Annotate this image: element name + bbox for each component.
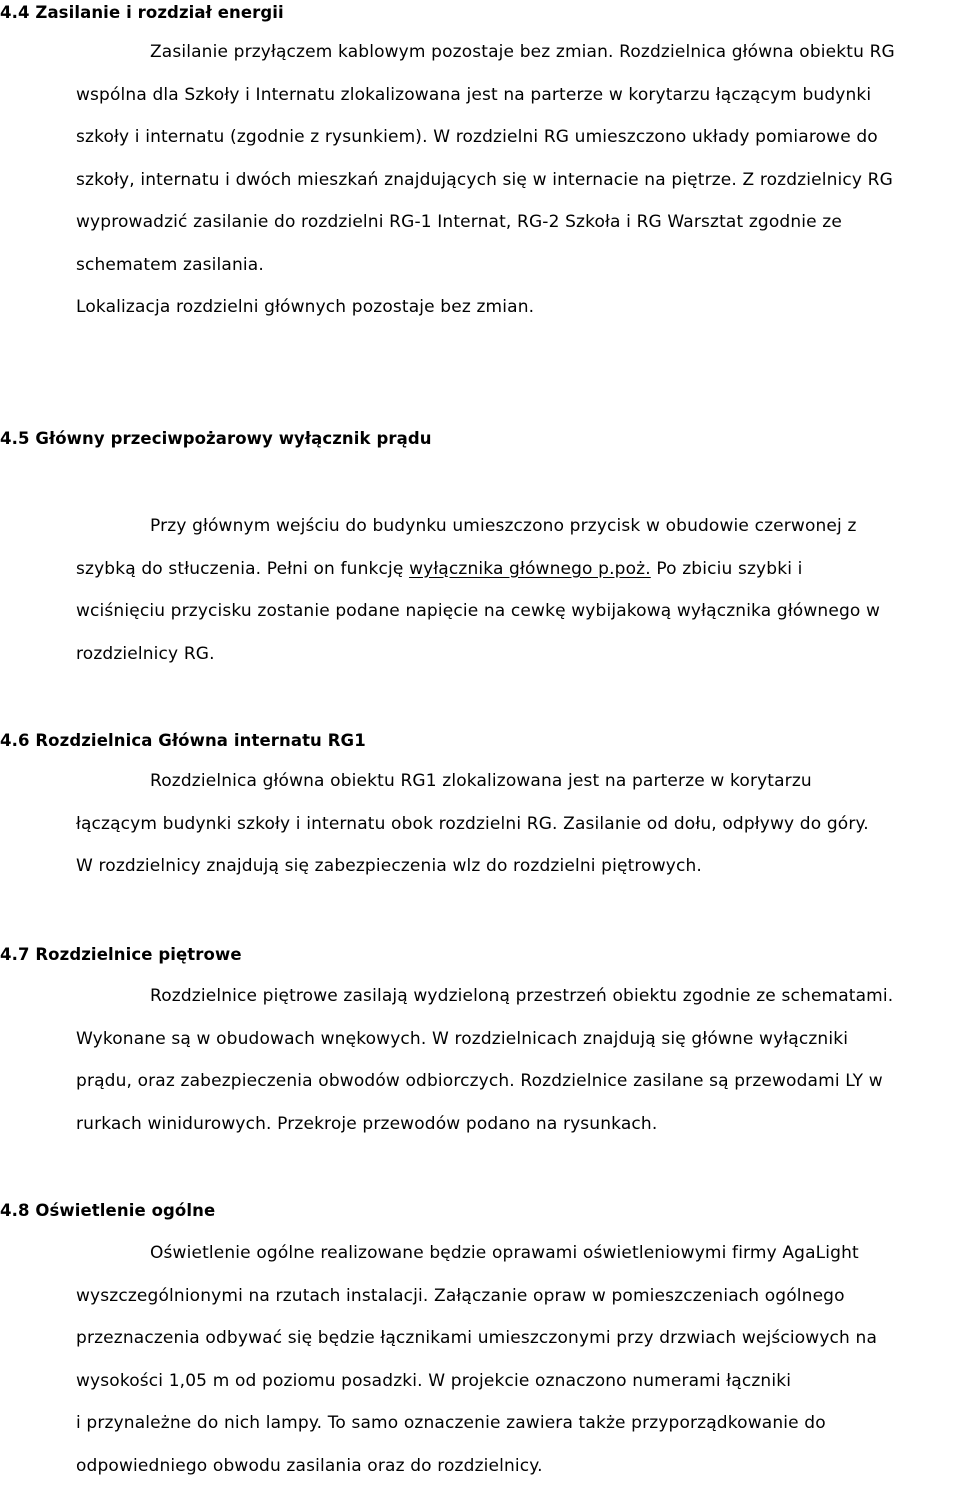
- text-line: [76, 548, 960, 591]
- text-line: odpowiedniego obwodu zasilania oraz do rozdzielnicy.: [76, 1445, 960, 1487]
- section-heading-4-6: 4.6 Rozdzielnica Główna internatu RG1: [0, 730, 366, 752]
- text-line: szkoły i internatu (zgodnie z rysunkiem). W rozdzielni RG umieszczono układy pomiarowe do: [76, 116, 960, 159]
- text-line: szkoły, internatu i dwóch mieszkań znajdujących się w internacie na piętrze. Z rozdzielnicy RG: [76, 159, 960, 202]
- section-heading-4-4: 4.4 Zasilanie i rozdział energii: [0, 2, 284, 24]
- text-line: przeznaczenia odbywać się będzie łącznikami umieszczonymi przy drzwiach wejściowych na: [76, 1317, 960, 1360]
- text-line: i przynależne do nich lampy. To samo oznaczenie zawiera także przyporządkowanie do: [76, 1402, 960, 1445]
- section-body-4-7: [76, 975, 960, 1145]
- text-line: W rozdzielnicy znajdują się zabezpieczenia wlz do rozdzielni piętrowych.: [76, 845, 960, 888]
- text-line: Rozdzielnice piętrowe zasilają wydzieloną przestrzeń obiektu zgodnie ze schematami.: [76, 975, 960, 1018]
- underlined-text: wyłącznika głównego p.poż.: [409, 559, 651, 579]
- section-heading-4-7: 4.7 Rozdzielnice piętrowe: [0, 944, 242, 966]
- text-line: wysokości 1,05 m od poziomu posadzki. W projekcie oznaczono numerami łączniki: [76, 1360, 960, 1403]
- text-line: prądu, oraz zabezpieczenia obwodów odbiorczych. Rozdzielnice zasilane są przewodami LY w: [76, 1060, 960, 1103]
- text-line: Zasilanie przyłączem kablowym pozostaje bez zmian. Rozdzielnica główna obiektu RG: [76, 31, 960, 74]
- text-line: rozdzielnicy RG.: [76, 633, 960, 676]
- text-line: wyprowadzić zasilanie do rozdzielni RG-1 Internat, RG-2 Szkoła i RG Warsztat zgodnie ze: [76, 201, 960, 244]
- text-line: rurkach winidurowych. Przekroje przewodów podano na rysunkach.: [76, 1103, 960, 1146]
- text-line: wyszczególnionymi na rzutach instalacji. Załączanie opraw w pomieszczeniach ogólnego: [76, 1275, 960, 1318]
- section-heading-4-5: 4.5 Główny przeciwpożarowy wyłącznik prądu: [0, 428, 432, 450]
- text-line: schematem zasilania.: [76, 244, 960, 287]
- section-body-4-8: [76, 1232, 960, 1487]
- section-heading-4-8: 4.8 Oświetlenie ogólne: [0, 1200, 215, 1222]
- text-segment: szybką do stłuczenia. Pełni on funkcję: [76, 559, 409, 579]
- text-line: Przy głównym wejściu do budynku umieszczono przycisk w obudowie czerwonej z: [76, 505, 960, 548]
- text-line: wspólna dla Szkoły i Internatu zlokalizowana jest na parterze w korytarzu łączącym budynki: [76, 74, 960, 117]
- section-body-4-6: [76, 760, 960, 888]
- text-line: łączącym budynki szkoły i internatu obok rozdzielni RG. Zasilanie od dołu, odpływy do góry.: [76, 803, 960, 846]
- text-line: Rozdzielnica główna obiektu RG1 zlokalizowana jest na parterze w korytarzu: [76, 760, 960, 803]
- text-line: Oświetlenie ogólne realizowane będzie oprawami oświetleniowymi firmy AgaLight: [76, 1232, 960, 1275]
- section-body-4-5: [76, 505, 960, 675]
- section-body-4-4: [76, 31, 960, 329]
- text-line: Wykonane są w obudowach wnękowych. W rozdzielnicach znajdują się główne wyłączniki: [76, 1018, 960, 1061]
- text-line: wciśnięciu przycisku zostanie podane napięcie na cewkę wybijakową wyłącznika głównego w: [76, 590, 960, 633]
- text-line: Lokalizacja rozdzielni głównych pozostaje bez zmian.: [76, 286, 960, 329]
- text-segment: Po zbiciu szybki i: [651, 559, 803, 579]
